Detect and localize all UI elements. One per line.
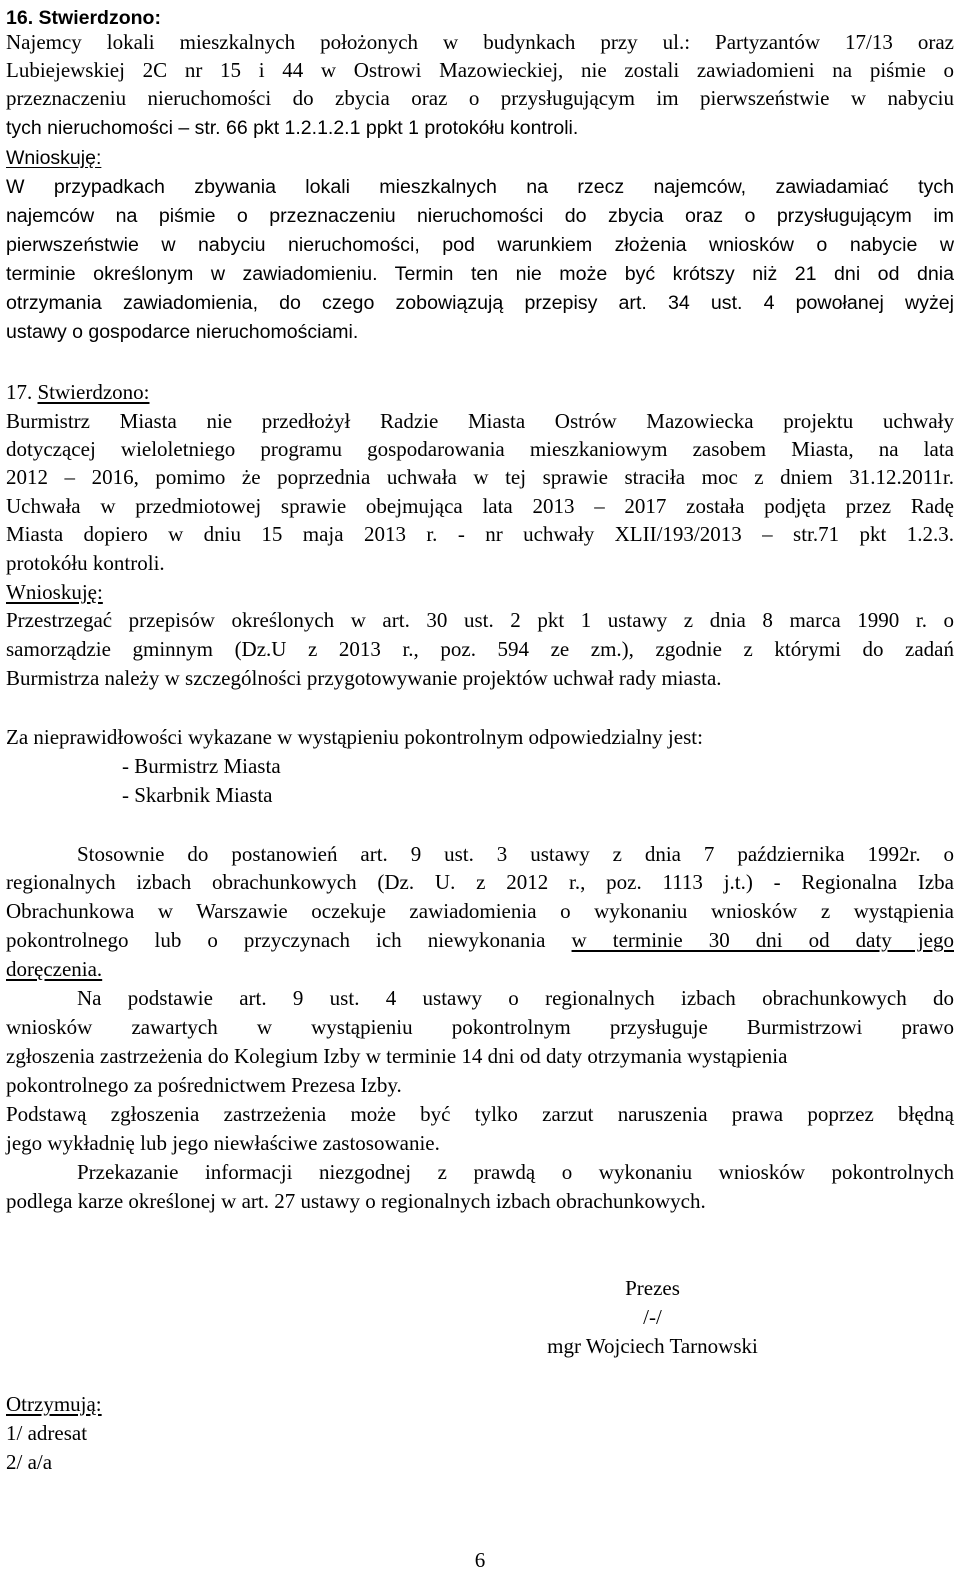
section17-finding-line: 2012 – 2016, pomimo że poprzednia uchwała w tej sprawie straciła moc z dniem 31.12.2011r. [6,465,954,489]
section16-finding-line: przeznaczeniu nieruchomości do zbycia oraz o przysługującym im pierwszeństwie w nabyciu [6,86,954,110]
section17-finding-line: Burmistrz Miasta nie przedłożył Radzie Miasta Ostrów Mazowiecka projektu uchwały [6,409,954,433]
signature-name: mgr Wojciech Tarnowski [547,1334,758,1358]
section17-heading [6,380,954,404]
section16-finding-line: tych nieruchomości – str. 66 pkt 1.2.1.2.1 ppkt 1 protokółu kontroli. [6,117,579,139]
closing-p2-line: Na podstawie art. 9 ust. 4 ustawy o regionalnych izbach obrachunkowych do [77,986,954,1010]
closing-p2-line: wniosków zawartych w wystąpieniu pokontrolnym przysługuje Burmistrzowi prawo [6,1015,954,1039]
section17-recommendation-line: Burmistrza należy w szczególności przygotowywanie projektów uchwał rady miasta. [6,666,722,690]
section16-recommendation-line: terminie określonym w zawiadomieniu. Termin ten nie może być krótszy niż 21 dni od dnia [6,263,954,285]
section17-recommend-label: Wnioskuję: [6,580,103,604]
closing-p1-line: Stosownie do postanowień art. 9 ust. 3 ustawy z dnia 7 października 1992r. o [77,842,954,866]
responsible-person: - Skarbnik Miasta [122,783,273,807]
section17-finding-line: protokółu kontroli. [6,551,165,575]
closing-p1-line: regionalnych izbach obrachunkowych (Dz. U. z 2012 r., poz. 1113 j.t.) - Regionalna Izba [6,870,954,894]
section16-recommendation-line: W przypadkach zbywania lokali mieszkalnych na rzecz najemców, zawiadamiać tych [6,176,954,198]
section17-finding-line: dotyczącej wieloletniego programu gospodarowania mieszkaniowym zasobem Miasta, na lata [6,437,954,461]
section16-recommendation-line: pierwszeństwie w nabyciu nieruchomości, pod warunkiem złożenia wniosków o nabycie w [6,234,954,256]
responsible-person: - Burmistrz Miasta [122,754,281,778]
closing-p2-line: zgłoszenia zastrzeżenia do Kolegium Izby w terminie 14 dni od daty otrzymania wystąpienia [6,1044,788,1068]
closing-p1-line4-plain: pokontrolnego lub o przyczynach ich niewykonania [6,928,546,952]
closing-deadline-underlined-end: doręczenia. [6,957,103,981]
closing-p4-line: podlega karze określonej w art. 27 ustawy o regionalnych izbach obrachunkowych. [6,1189,706,1213]
closing-p1-line [6,928,954,952]
recipient-item: 1/ adresat [6,1421,88,1445]
closing-deadline-underlined: w terminie 30 dni od daty jego [571,928,954,952]
signature-role: Prezes [625,1276,680,1300]
closing-p3-line: jego wykładnię lub jego niewłaściwe zastosowanie. [6,1131,440,1155]
closing-p4-line: Przekazanie informacji niezgodnej z prawdą o wykonaniu wniosków pokontrolnych [77,1160,954,1184]
section17-recommendation-line: samorządzie gminnym (Dz.U z 2013 r., poz. 594 ze zm.), zgodnie z którymi do zadań [6,637,954,661]
signature-mark: /-/ [643,1305,662,1329]
section17-title: Stwierdzono: [37,380,150,404]
closing-p3-line: Podstawą zgłoszenia zastrzeżenia może być tylko zarzut naruszenia prawa poprzez błędną [6,1102,954,1126]
section17-recommendation-line: Przestrzegać przepisów określonych w art. 30 ust. 2 pkt 1 ustawy z dnia 8 marca 1990 r. o [6,608,954,632]
section16-recommendation-line: otrzymania zawiadomienia, do czego zobowiązują przepisy art. 34 ust. 4 powołanej wyżej [6,292,954,314]
section17-finding-line: Uchwała w przedmiotowej sprawie obejmująca lata 2013 – 2017 została podjęta przez Radę [6,494,954,518]
recipients-label: Otrzymują: [6,1392,102,1416]
section17-number: 17. [6,380,33,404]
recipient-item: 2/ a/a [6,1450,53,1474]
section16-finding-line: Najemcy lokali mieszkalnych położonych w budynkach przy ul.: Partyzantów 17/13 oraz [6,30,954,54]
closing-p1-line: Obrachunkowa w Warszawie oczekuje zawiadomienia o wykonaniu wniosków z wystąpienia [6,899,954,923]
section16-recommendation-line: najemców na piśmie o przeznaczeniu nieruchomości do zbycia oraz o przysługującym im [6,205,954,227]
section17-finding-line: Miasta dopiero w dniu 15 maja 2013 r. - nr uchwały XLII/193/2013 – str.71 pkt 1.2.3. [6,522,954,546]
page-number: 6 [474,1548,486,1572]
section16-title: 16. Stwierdzono: [6,7,161,29]
closing-p2-line: pokontrolnego za pośrednictwem Prezesa Izby. [6,1073,402,1097]
responsible-intro: Za nieprawidłowości wykazane w wystąpieniu pokontrolnym odpowiedzialny jest: [6,725,703,749]
section16-recommend-label: Wnioskuję: [6,147,102,169]
section16-finding-line: Lubiejewskiej 2C nr 15 i 44 w Ostrowi Mazowieckiej, nie zostali zawiadomieni na piśmie o [6,58,954,82]
section16-recommendation-line: ustawy o gospodarce nieruchomościami. [6,321,359,343]
